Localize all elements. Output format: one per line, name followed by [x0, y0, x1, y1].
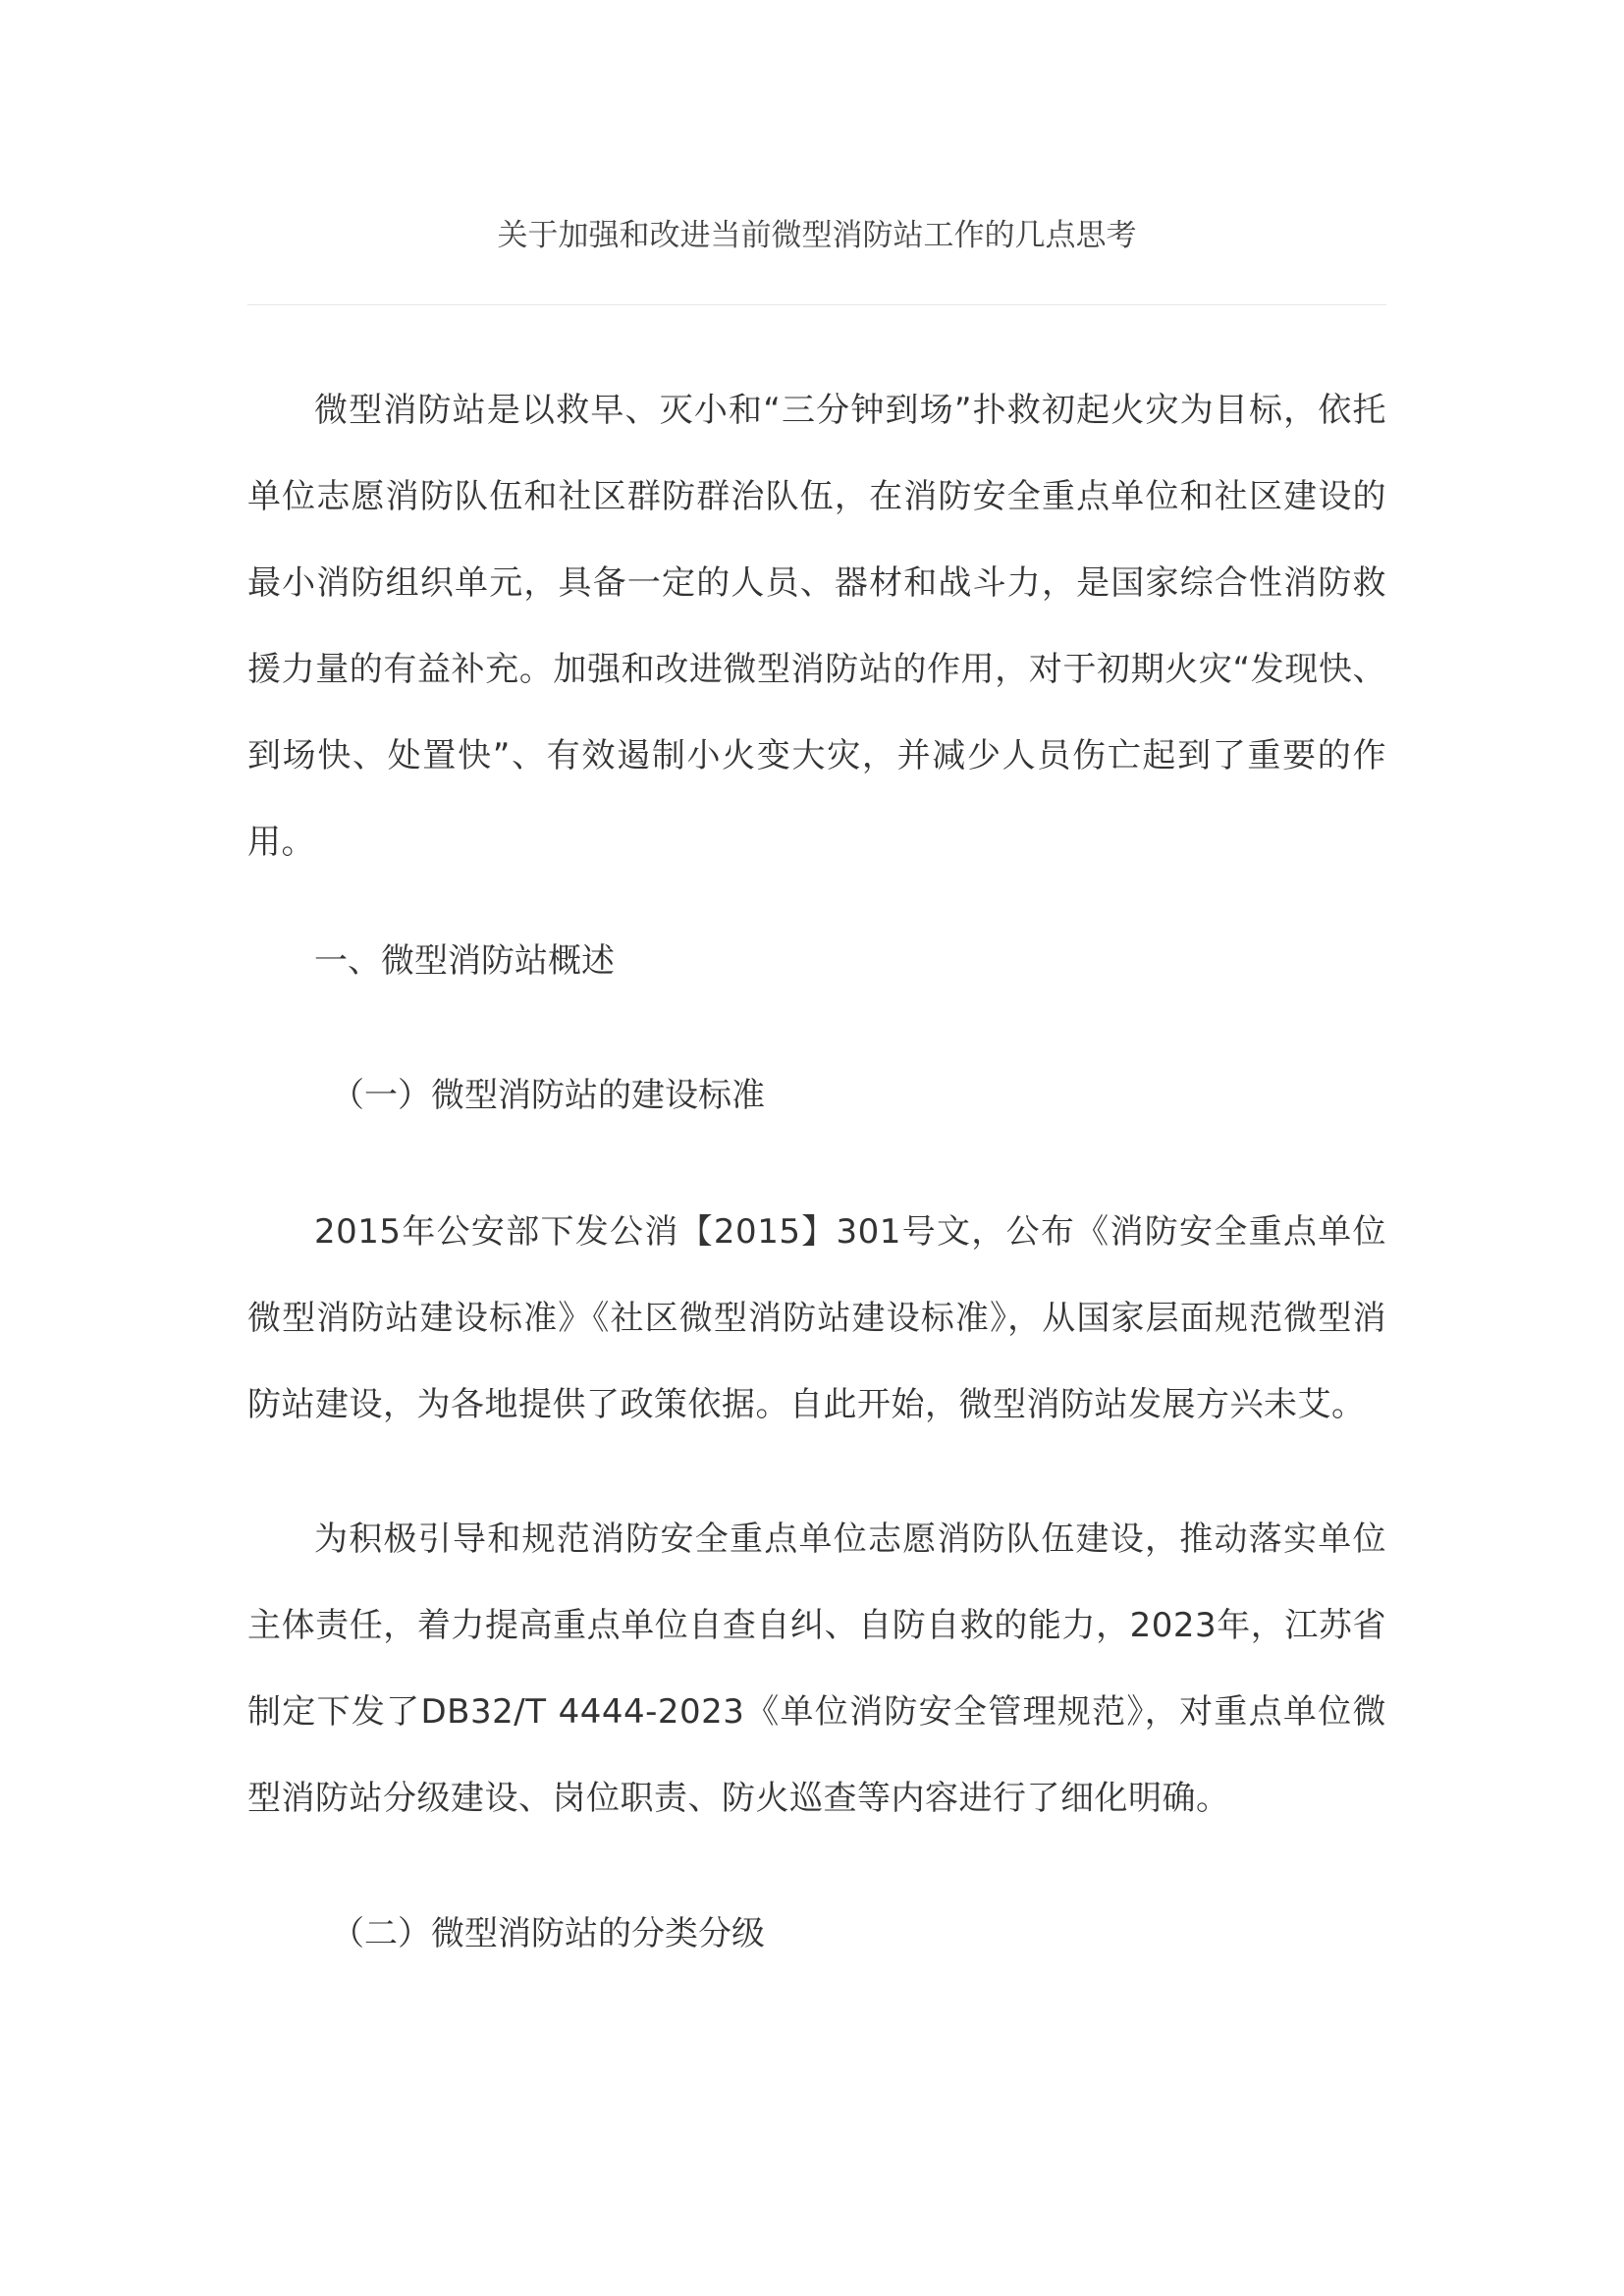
jiangsu-regulation-paragraph: 为积极引导和规范消防安全重点单位志愿消防队伍建设，推动落实单位主体责任，着力提高重点单位自查自纠、自防自救的能力，2023年，江苏省制定下发了DB32/T 4444-2023《单位消防安全管理规范》，对重点单位微型消防站分级建设、岗位职责、防火巡查等内容进行了细化明确。	[247, 1520, 1386, 1818]
title-divider	[247, 304, 1386, 305]
document-title: 关于加强和改进当前微型消防站工作的几点思考	[497, 218, 1137, 253]
subsection-1-heading: （一）微型消防站的建设标准	[331, 1076, 765, 1115]
standards-paragraph: 2015年公安部下发公消【2015】301号文，公布《消防安全重点单位微型消防站建设标准》《社区微型消防站建设标准》，从国家层面规范微型消防站建设，为各地提供了政策依据。自此开始，微型消防站发展方兴未艾。	[247, 1212, 1386, 1424]
section-1-heading: 一、微型消防站概述	[314, 941, 615, 981]
subsection-2-heading: （二）微型消防站的分类分级	[331, 1914, 765, 1953]
intro-paragraph: 微型消防站是以救早、灭小和“三分钟到场”扑救初起火灾为目标，依托单位志愿消防队伍和社区群防群治队伍，在消防安全重点单位和社区建设的最小消防组织单元，具备一定的人员、器材和战斗力，是国家综合性消防救援力量的有益补充。加强和改进微型消防站的作用，对于初期火灾“发现快、到场快、处置快”、有效遏制小火变大灾，并减少人员伤亡起到了重要的作用。	[247, 391, 1386, 862]
